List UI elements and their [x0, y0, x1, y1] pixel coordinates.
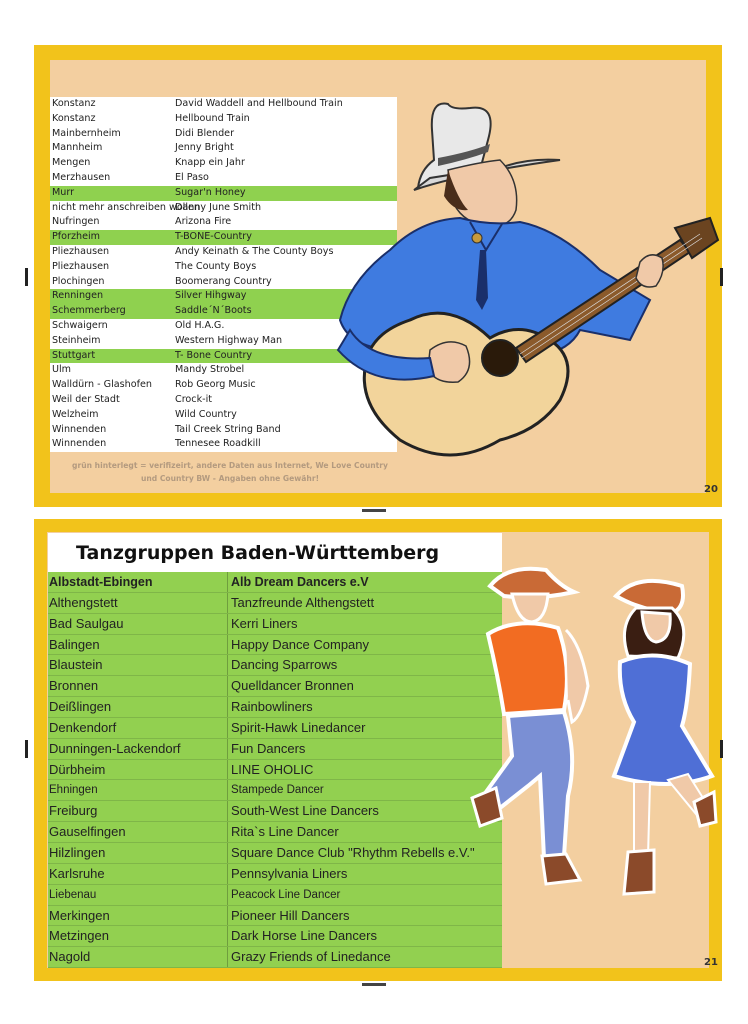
place-cell: Winnenden — [52, 438, 107, 450]
table-row — [48, 593, 502, 614]
band-cell: Arizona Fire — [175, 216, 232, 228]
place-cell: Nagold — [49, 947, 228, 967]
table-row — [48, 614, 502, 635]
band-cell: T-BONE-Country — [175, 231, 252, 243]
footnote — [50, 459, 410, 485]
place-cell: Ehningen — [49, 780, 228, 800]
band-cell: Sugar'n Honey — [175, 186, 246, 198]
page-title — [48, 533, 502, 573]
band-cell: Danny June Smith — [175, 201, 262, 213]
header-place: Albstadt-Ebingen — [49, 572, 228, 592]
group-cell: Kerri Liners — [231, 615, 298, 631]
place-cell: Pliezhausen — [52, 245, 110, 257]
place-cell: Bad Saulgau — [49, 614, 228, 634]
table-row — [48, 739, 502, 760]
band-cell: Didi Blender — [175, 127, 235, 139]
band-cell: The County Boys — [175, 260, 257, 272]
band-cell: Western Highway Man — [175, 334, 283, 346]
table-row — [48, 780, 502, 801]
group-cell: Fun Dancers — [231, 740, 306, 756]
table-row — [48, 906, 502, 927]
place-cell: Walldürn - Glashofen — [52, 379, 152, 391]
place-cell: Freiburg — [49, 801, 228, 821]
group-cell: Peacock Line Dancer — [231, 888, 341, 901]
band-cell: Jenny Bright — [175, 142, 234, 154]
table-row — [48, 885, 502, 906]
place-cell: Mainbernheim — [52, 127, 121, 139]
group-cell: Tanzfreunde Althengstett — [231, 594, 375, 610]
page-number: 20 — [704, 484, 718, 495]
place-cell: Metzingen — [49, 926, 228, 946]
place-cell: Merzhausen — [52, 171, 111, 183]
table-row — [48, 718, 502, 739]
band-cell: Saddle´N´Boots — [175, 305, 252, 317]
place-cell: Weil der Stadt — [52, 393, 120, 405]
table-row — [48, 635, 502, 656]
place-cell: Althengstett — [49, 593, 228, 613]
place-cell: Konstanz — [52, 98, 96, 109]
place-cell: Mengen — [52, 157, 91, 169]
band-cell: Rob Georg Music — [175, 379, 256, 391]
place-cell: Denkendorf — [49, 718, 228, 738]
group-cell: Pennsylvania Liners — [231, 865, 348, 881]
footnote-line: und Country BW - Angaben ohne Gewähr! — [140, 474, 320, 483]
table-row — [48, 843, 502, 864]
place-cell: Dürbheim — [49, 760, 228, 780]
place-cell: Blaustein — [49, 655, 228, 675]
group-cell: Grazy Friends of Linedance — [231, 949, 391, 965]
page-edge-mark — [720, 740, 723, 758]
page-number: 21 — [704, 957, 718, 968]
table-header-row — [48, 572, 502, 593]
group-cell: Stampede Dancer — [231, 784, 324, 797]
place-cell: Pforzheim — [52, 231, 101, 243]
group-cell: Quelldancer Bronnen — [231, 678, 354, 694]
table-row — [48, 676, 502, 697]
group-cell: Rita`s Line Dancer — [231, 824, 339, 840]
page-divider-mark — [362, 983, 386, 986]
group-cell: Spirit-Hawk Linedancer — [231, 719, 366, 735]
place-cell: Karlsruhe — [49, 864, 228, 884]
place-cell: Gauselfingen — [49, 822, 228, 842]
title-text: Tanzgruppen Baden-Württemberg — [76, 542, 440, 564]
dancing-couple-icon — [468, 556, 718, 906]
band-cell: T- Bone Country — [175, 349, 253, 361]
page-edge-mark — [720, 268, 723, 286]
cowboy-guitar-icon — [330, 100, 720, 460]
band-cell: Hellbound Train — [175, 112, 250, 124]
band-cell: Old H.A.G. — [175, 319, 225, 331]
band-cell: El Paso — [175, 171, 209, 183]
page-divider-mark — [362, 509, 386, 512]
table-row — [48, 697, 502, 718]
place-cell: Pliezhausen — [52, 260, 110, 272]
dance-groups-table — [48, 572, 502, 968]
place-cell: Welzheim — [52, 408, 99, 420]
group-cell: Happy Dance Company — [231, 636, 370, 652]
table-row — [48, 760, 502, 781]
table-row — [48, 864, 502, 885]
place-cell: Schwaigern — [52, 319, 108, 331]
group-cell: Dancing Sparrows — [231, 657, 338, 673]
group-cell: LINE OHOLIC — [231, 761, 314, 777]
place-cell: Bronnen — [49, 676, 228, 696]
place-cell: Winnenden — [52, 423, 107, 435]
group-cell: Rainbowliners — [231, 699, 313, 715]
place-cell: Schemmerberg — [52, 305, 126, 317]
place-cell: Murr — [52, 186, 75, 198]
table-row — [48, 655, 502, 676]
band-cell: Tail Creek String Band — [175, 423, 281, 435]
band-cell: Crock-it — [175, 393, 213, 405]
place-cell: Hilzlingen — [49, 843, 228, 863]
place-cell: Balingen — [49, 635, 228, 655]
place-cell: Deißlingen — [49, 697, 228, 717]
table-row — [48, 947, 502, 968]
band-cell: Boomerang Country — [175, 275, 272, 287]
footnote-line: grün hinterlegt = verifizeirt, andere Daten aus Internet, We Love Country — [72, 461, 388, 470]
place-cell: Konstanz — [52, 112, 96, 124]
band-cell: Silver Hihgway — [175, 290, 247, 302]
band-cell: Mandy Strobel — [175, 364, 245, 376]
place-cell: Nufringen — [52, 216, 100, 228]
band-cell: Wild Country — [175, 408, 237, 420]
page-edge-mark — [25, 268, 28, 286]
page-edge-mark — [25, 740, 28, 758]
place-cell: Merkingen — [49, 906, 228, 926]
table-row — [48, 822, 502, 843]
group-cell: South-West Line Dancers — [231, 803, 379, 819]
header-group: Alb Dream Dancers e.V — [231, 575, 369, 589]
place-cell: Renningen — [52, 290, 104, 302]
band-cell: Andy Keinath & The County Boys — [175, 245, 334, 257]
table-row — [48, 926, 502, 947]
place-cell: Liebenau — [49, 885, 228, 905]
band-cell: Knapp ein Jahr — [175, 157, 245, 169]
place-cell: Ulm — [52, 364, 72, 376]
place-cell: Dunningen-Lackendorf — [49, 739, 228, 759]
group-cell: Square Dance Club "Rhythm Rebells e.V." — [231, 844, 475, 860]
place-cell: Stuttgart — [52, 349, 96, 361]
table-row — [48, 801, 502, 822]
place-cell: nicht mehr anschreiben wollen — [52, 201, 201, 213]
place-cell: Steinheim — [52, 334, 101, 346]
band-cell: David Waddell and Hellbound Train — [175, 98, 343, 109]
band-cell: Tennesee Roadkill — [175, 438, 261, 450]
group-cell: Dark Horse Line Dancers — [231, 928, 377, 944]
place-cell: Mannheim — [52, 142, 103, 154]
place-cell: Plochingen — [52, 275, 105, 287]
group-cell: Pioneer Hill Dancers — [231, 907, 350, 923]
